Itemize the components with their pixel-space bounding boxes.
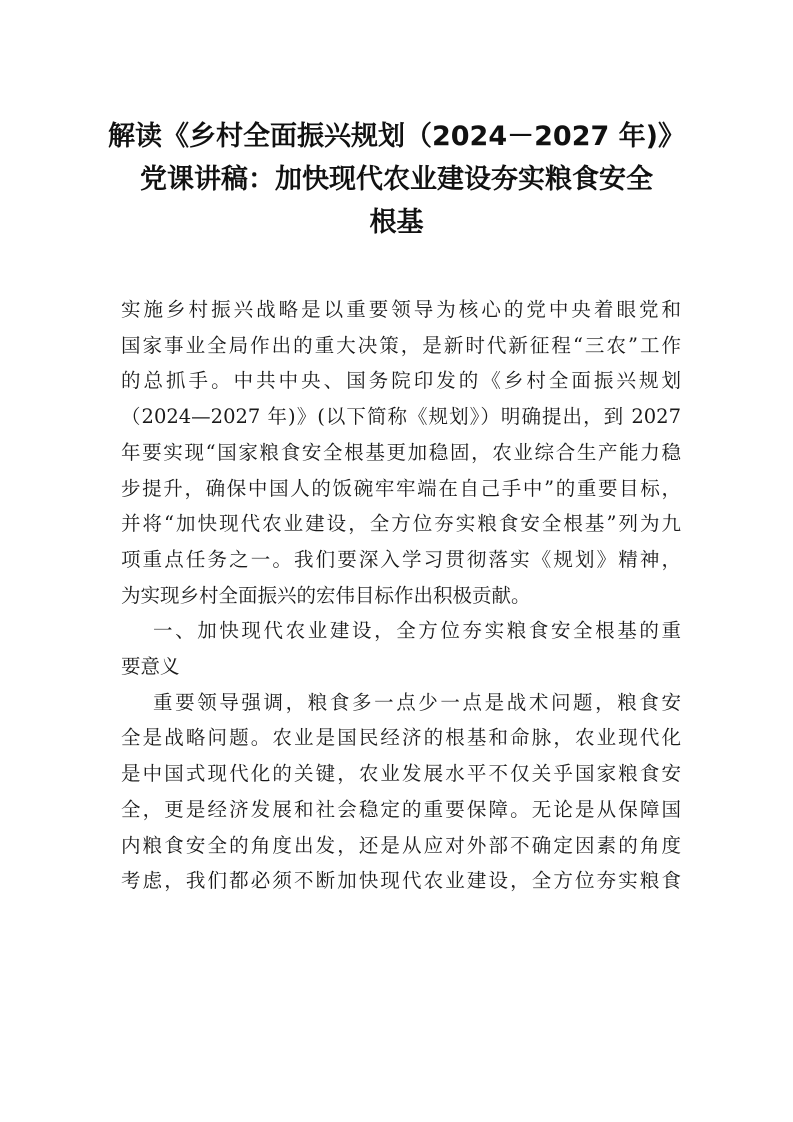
title-line: 根基 — [369, 207, 424, 238]
title-line: 解读《乡村全面振兴规划（2024－2027 年)》 — [107, 121, 686, 152]
text-line: 的总抓手。中共中央、国务院印发的《乡村全面振兴规划 — [121, 369, 681, 393]
text-line: 要意义 — [121, 655, 180, 679]
text-line: 一、加快现代农业建设，全方位夯实粮食安全根基的重 — [153, 619, 681, 643]
section-heading-1 — [121, 613, 681, 684]
text-line: 内粮食安全的角度出发，还是从应对外部不确定因素的角度 — [121, 833, 681, 857]
text-line: 全，更是经济发展和社会稳定的重要保障。无论是从保障国 — [121, 797, 681, 821]
text-line: 步提升，确保中国人的饭碗牢牢端在自己手中”的重要目标， — [121, 476, 681, 500]
paragraph-intro — [121, 292, 681, 613]
text-line: 年要实现“国家粮食安全根基更加稳固，农业综合生产能力稳 — [121, 440, 681, 464]
text-line: 实施乡村振兴战略是以重要领导为核心的党中央着眼党和 — [121, 298, 681, 321]
text-line: 为实现乡村全面振兴的宏伟目标作出积极贡献。 — [121, 583, 531, 607]
text-line: 重要领导强调，粮食多一点少一点是战术问题，粮食安 — [153, 690, 681, 714]
text-line: 国家事业全局作出的重大决策，是新时代新征程“三农”工作 — [121, 333, 681, 357]
text-line: 考虑，我们都必须不断加快现代农业建设，全方位夯实粮食 — [121, 869, 681, 893]
text-line: 是中国式现代化的关键，农业发展水平不仅关乎国家粮食安 — [121, 762, 681, 786]
document-body — [121, 292, 681, 899]
paragraph-section-1 — [121, 685, 681, 899]
text-line: 项重点任务之一。我们要深入学习贯彻落实《规划》精神， — [121, 547, 681, 571]
document-title — [100, 115, 693, 244]
text-line: 全是战略问题。农业是国民经济的根基和命脉，农业现代化 — [121, 726, 681, 750]
text-line: （2024—2027 年)》(以下简称《规划》）明确提出，到 2027 — [121, 405, 681, 429]
text-line: 并将“加快现代农业建设，全方位夯实粮食安全根基”列为九 — [121, 512, 681, 536]
title-line: 党课讲稿：加快现代农业建设夯实粮食安全 — [140, 164, 653, 195]
